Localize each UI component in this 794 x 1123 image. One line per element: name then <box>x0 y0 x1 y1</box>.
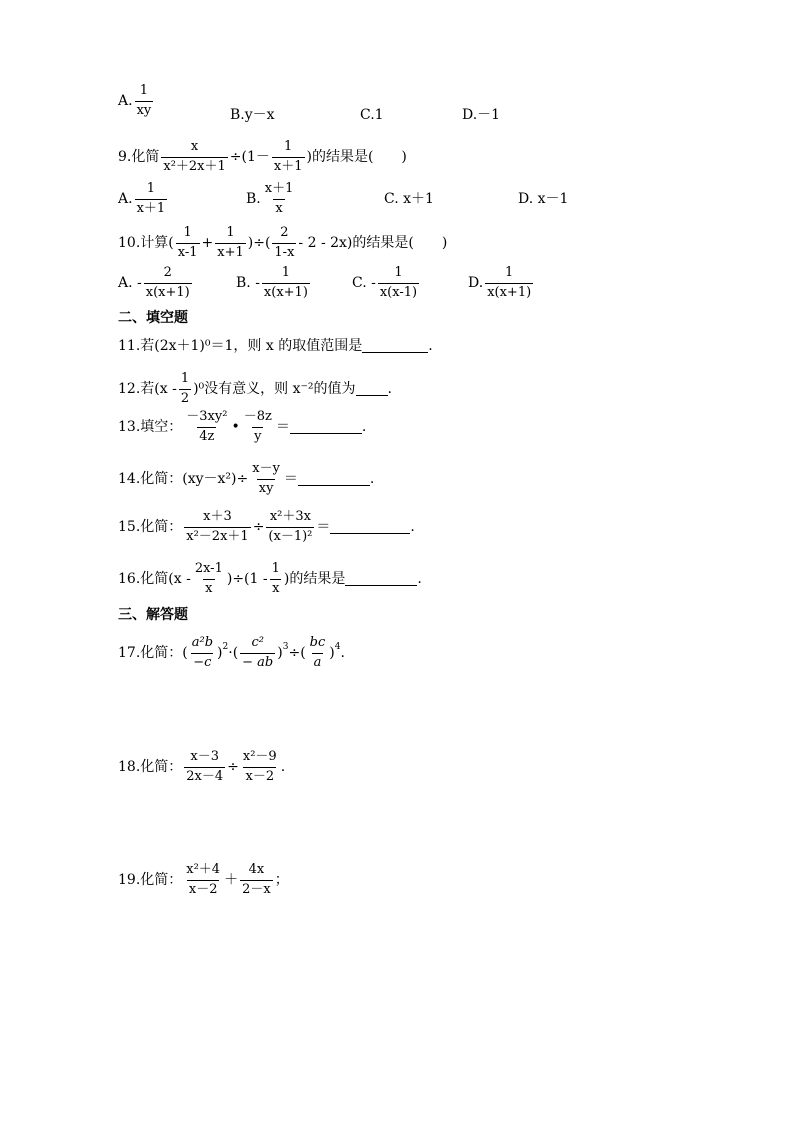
numerator: x²＋3x <box>269 509 311 524</box>
denominator: 1-x <box>274 244 295 260</box>
q9-option-c: C. x＋1 <box>384 191 434 207</box>
question-prefix: 13.填空： <box>118 419 183 436</box>
fraction <box>184 863 222 898</box>
fraction <box>266 510 314 545</box>
operator: ＝ <box>275 419 290 436</box>
q10-option-d <box>468 266 535 301</box>
denominator: − ab <box>242 654 274 670</box>
denominator: x(x+1) <box>145 284 190 300</box>
fraction <box>378 266 419 301</box>
q9-option-d: D. x－1 <box>518 191 569 207</box>
numerator: x²－9 <box>242 749 277 764</box>
fraction <box>190 636 215 671</box>
numerator: x <box>190 139 199 154</box>
expression-text: ÷(1－ <box>229 149 270 166</box>
numerator: 2x-1 <box>194 561 223 576</box>
question-prefix: 19.化简： <box>118 872 183 889</box>
section-heading-fill-in: 二、填空题 <box>118 310 188 326</box>
numerator: 1 <box>226 225 235 240</box>
q9-options <box>118 182 678 222</box>
denominator: (x－1)² <box>268 528 313 544</box>
fraction <box>485 266 533 301</box>
answer-blank[interactable] <box>290 421 362 434</box>
question-19 <box>118 863 289 898</box>
answer-blank[interactable] <box>330 521 410 534</box>
numerator: 1 <box>271 561 280 576</box>
numerator: －8z <box>243 409 272 424</box>
punctuation: . <box>387 381 392 398</box>
question-prefix: 18.化简： <box>118 759 183 776</box>
denominator: 2 <box>180 390 190 406</box>
question-prefix: 17.化简： <box>118 645 183 662</box>
numerator: －3xy² <box>186 409 228 424</box>
denominator: x＋1 <box>136 200 166 216</box>
denominator: −c <box>193 654 212 670</box>
q10-option-c <box>352 266 421 301</box>
answer-blank[interactable] <box>362 340 428 353</box>
fraction <box>179 372 191 407</box>
q8-option-d: D.－1 <box>462 107 501 123</box>
question-suffix: )的结果是 <box>283 571 346 588</box>
q10-options <box>118 266 678 306</box>
numerator: x－y <box>252 461 280 476</box>
q10-option-b <box>236 266 312 301</box>
denominator: x-1 <box>177 244 198 260</box>
question-prefix: 16.化简(x - <box>118 571 191 588</box>
denominator: xy <box>258 480 274 496</box>
fraction <box>161 140 227 175</box>
question-15 <box>118 510 415 545</box>
denominator: 2x－4 <box>186 768 224 784</box>
numerator: 4x <box>248 862 265 877</box>
numerator: x＋1 <box>264 181 294 196</box>
fraction <box>272 140 305 175</box>
question-prefix: 9.化简 <box>118 149 160 166</box>
denominator: x(x-1) <box>379 284 418 300</box>
operator: · <box>228 645 233 662</box>
numerator: 1 <box>146 181 155 196</box>
q8-option-a <box>118 84 155 119</box>
denominator: x－2 <box>188 881 218 897</box>
fraction <box>184 750 225 785</box>
numerator: 2 <box>163 265 172 280</box>
punctuation: . <box>280 759 286 776</box>
denominator: x＋1 <box>273 158 303 174</box>
numerator: x－3 <box>190 749 219 764</box>
numerator: 1 <box>183 225 192 240</box>
question-suffix: - 2 - 2x)的结果是( ) <box>298 235 448 252</box>
denominator: xy <box>136 102 152 118</box>
numerator: 1 <box>139 83 149 98</box>
punctuation: ； <box>274 872 289 889</box>
option-label: B. <box>246 191 261 208</box>
punctuation: . <box>361 419 367 436</box>
option-label: A. - <box>118 275 142 292</box>
option-label: B. - <box>236 275 260 292</box>
operator: ÷ <box>288 645 301 662</box>
denominator: x²－2x＋1 <box>186 528 249 544</box>
operator: ＝ <box>316 519 331 536</box>
numerator: a²b <box>191 635 214 650</box>
fraction <box>215 226 246 261</box>
operator: ÷ <box>252 519 265 536</box>
question-16 <box>118 562 422 597</box>
question-prefix: 10.计算( <box>118 235 174 252</box>
denominator: a <box>313 654 322 670</box>
operator: ＝ <box>283 471 298 488</box>
fraction <box>184 510 250 545</box>
question-10 <box>118 226 447 261</box>
fraction <box>135 182 168 217</box>
punctuation: . <box>369 471 375 488</box>
question-prefix: 14.化简：(xy－x²)÷ <box>118 471 249 488</box>
numerator: 1 <box>281 265 291 280</box>
expression-text: )÷( <box>247 235 271 252</box>
denominator: 4z <box>199 428 215 444</box>
numerator: 1 <box>180 371 190 386</box>
fraction <box>242 410 274 445</box>
q9-option-a <box>118 182 169 217</box>
operator: ＋ <box>224 872 239 889</box>
q8-option-b: B.y－x <box>230 107 275 123</box>
question-11 <box>118 339 433 353</box>
section-heading-solve: 三、解答题 <box>118 607 188 623</box>
answer-blank[interactable] <box>345 573 417 586</box>
numerator: x²＋4 <box>186 862 221 877</box>
denominator: x <box>205 580 213 596</box>
numerator: 1 <box>394 265 403 280</box>
denominator: x²＋2x＋1 <box>163 158 226 174</box>
punctuation: . <box>417 571 422 588</box>
option-label: C. - <box>352 275 376 292</box>
numerator: bc <box>309 635 326 650</box>
punctuation: . <box>340 645 345 662</box>
numerator: 1 <box>284 139 293 154</box>
denominator: x(x+1) <box>487 284 532 300</box>
denominator: y <box>254 428 262 444</box>
question-14 <box>118 462 374 497</box>
option-label: D. <box>468 275 484 292</box>
fraction <box>135 84 154 119</box>
q9-option-b <box>246 182 297 217</box>
fraction <box>240 863 273 898</box>
fraction <box>241 750 279 785</box>
fraction <box>176 226 200 261</box>
fraction <box>193 562 225 597</box>
q8-option-c: C.1 <box>360 107 384 123</box>
fraction <box>144 266 192 301</box>
question-13 <box>118 410 366 445</box>
expression-text: )÷(1 - <box>226 571 268 588</box>
fraction <box>263 182 296 217</box>
answer-blank[interactable] <box>356 383 388 396</box>
punctuation: . <box>410 519 415 536</box>
fraction <box>270 562 282 597</box>
denominator: x－2 <box>245 768 275 784</box>
numerator: 1 <box>505 265 514 280</box>
exponent: 4 <box>334 641 341 652</box>
q10-option-a <box>118 266 194 301</box>
fraction <box>184 410 229 445</box>
denominator: x <box>275 200 283 216</box>
fraction <box>262 266 310 301</box>
question-suffix: )的结果是( ) <box>306 149 407 166</box>
option-label: A. <box>118 191 133 208</box>
fraction <box>272 226 296 261</box>
denominator: x <box>272 580 280 596</box>
operator: ÷ <box>227 759 239 776</box>
question-text: 11.若(2x＋1)⁰＝1，则 x 的取值范围是 <box>118 338 363 354</box>
answer-blank[interactable] <box>298 473 370 486</box>
exponent: 2 <box>222 641 229 652</box>
numerator: x＋3 <box>203 509 232 524</box>
operator: + <box>201 235 214 252</box>
punctuation: . <box>428 338 433 354</box>
fraction <box>240 636 275 671</box>
fraction <box>308 636 328 671</box>
question-9 <box>118 140 407 175</box>
denominator: x+1 <box>217 244 244 260</box>
question-17: 17.化简： ( $\frac{\text{a²b}}{-c}$ ) 2 · ( $\frac{\text{c²}}{- ab}$ ) 3 ÷ ( $\frac{bc}{a}$ ) 4 . <box>118 635 345 670</box>
denominator: 2－x <box>242 881 271 897</box>
question-suffix: )⁰没有意义，则 x⁻²的值为 <box>193 381 356 398</box>
operator: • <box>231 419 240 436</box>
denominator: x(x+1) <box>263 284 308 300</box>
question-12 <box>118 372 392 407</box>
question-prefix: 12.若(x - <box>118 381 177 398</box>
option-label: A. <box>118 93 133 110</box>
exponent: 3 <box>282 641 289 652</box>
question-18 <box>118 750 285 785</box>
question-prefix: 15.化简： <box>118 519 183 536</box>
numerator: c² <box>251 635 264 650</box>
fraction <box>250 462 282 497</box>
numerator: 2 <box>280 225 289 240</box>
